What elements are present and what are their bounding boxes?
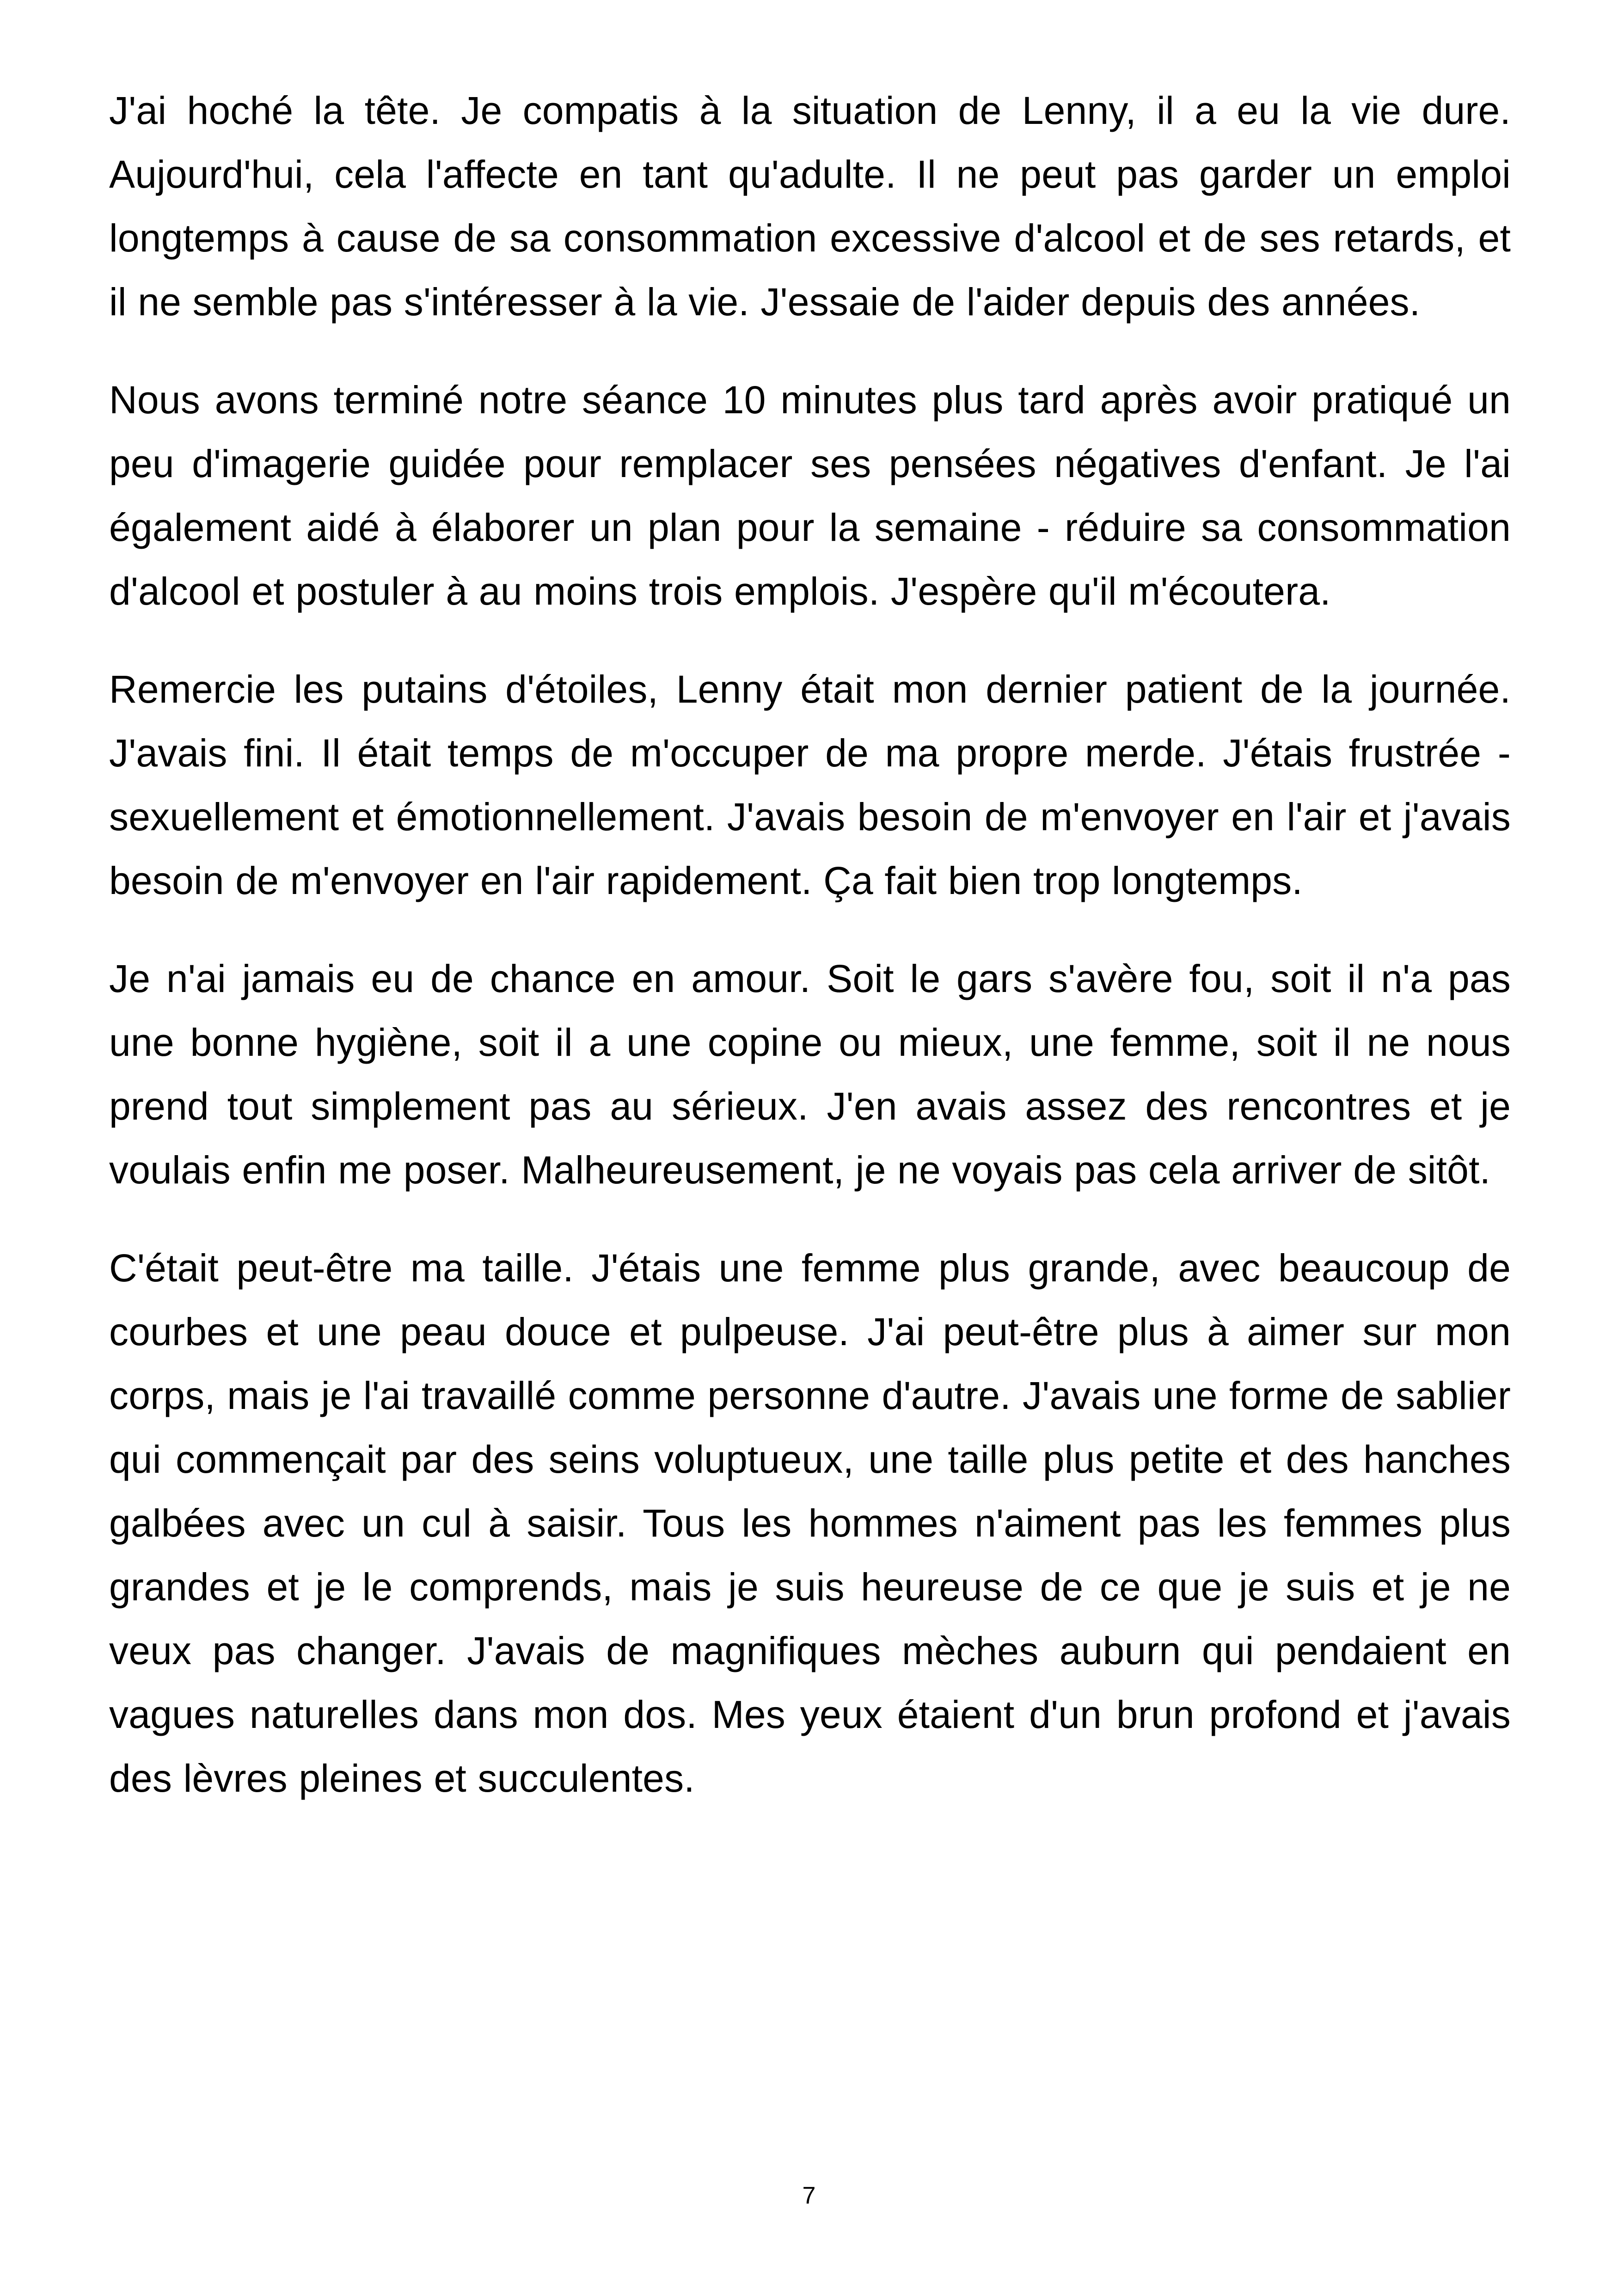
page-number: 7 — [802, 2182, 816, 2209]
paragraph: C'était peut-être ma taille. J'étais une femme plus grande, avec beaucoup de courbes et une peau douce et pulpeuse. J'ai peut-être plus à aimer sur mon corps, mais je l'ai travaillé comme personne d'autre. J'avais une forme de sablier qui commençait par des seins voluptueux, une taille plus petite et des hanches galbées avec un cul à saisir. Tous les hommes n'aiment pas les femmes plus grandes et je le comprends, mais je suis heureuse de ce que je suis et je ne veux pas changer. J'avais de magnifiques mèches auburn qui pendaient en vagues naturelles dans mon dos. Mes yeux étaient d'un brun profond et j'avais des lèvres pleines et succulentes. — [109, 1246, 1511, 1800]
body-text — [109, 79, 1511, 1810]
paragraph: Je n'ai jamais eu de chance en amour. Soit le gars s'avère fou, soit il n'a pas une bonne hygiène, soit il a une copine ou mieux, une femme, soit il ne nous prend tout simplement pas au sérieux. J'en avais assez des rencontres et je voulais enfin me poser. Malheureusement, je ne voyais pas cela arriver de sitôt. — [109, 957, 1511, 1192]
paragraph: Nous avons terminé notre séance 10 minutes plus tard après avoir pratiqué un peu d'imagerie guidée pour remplacer ses pensées négatives d'enfant. Je l'ai également aidé à élaborer un plan pour la semaine - réduire sa consommation d'alcool et postuler à au moins trois emplois. J'espère qu'il m'écoutera. — [109, 378, 1511, 613]
paragraph: Remercie les putains d'étoiles, Lenny était mon dernier patient de la journée. J'avais fini. Il était temps de m'occuper de ma propre merde. J'étais frustrée - sexuellement et émotionnellement. J'avais besoin de m'envoyer en l'air et j'avais besoin de m'envoyer en l'air rapidement. Ça fait bien trop longtemps. — [109, 667, 1511, 902]
paragraph: J'ai hoché la tête. Je compatis à la situation de Lenny, il a eu la vie dure. Aujourd'hui, cela l'affecte en tant qu'adulte. Il ne peut pas garder un emploi longtemps à cause de sa consommation excessive d'alcool et de ses retards, et il ne semble pas s'intéresser à la vie. J'essaie de l'aider depuis des années. — [109, 89, 1511, 324]
